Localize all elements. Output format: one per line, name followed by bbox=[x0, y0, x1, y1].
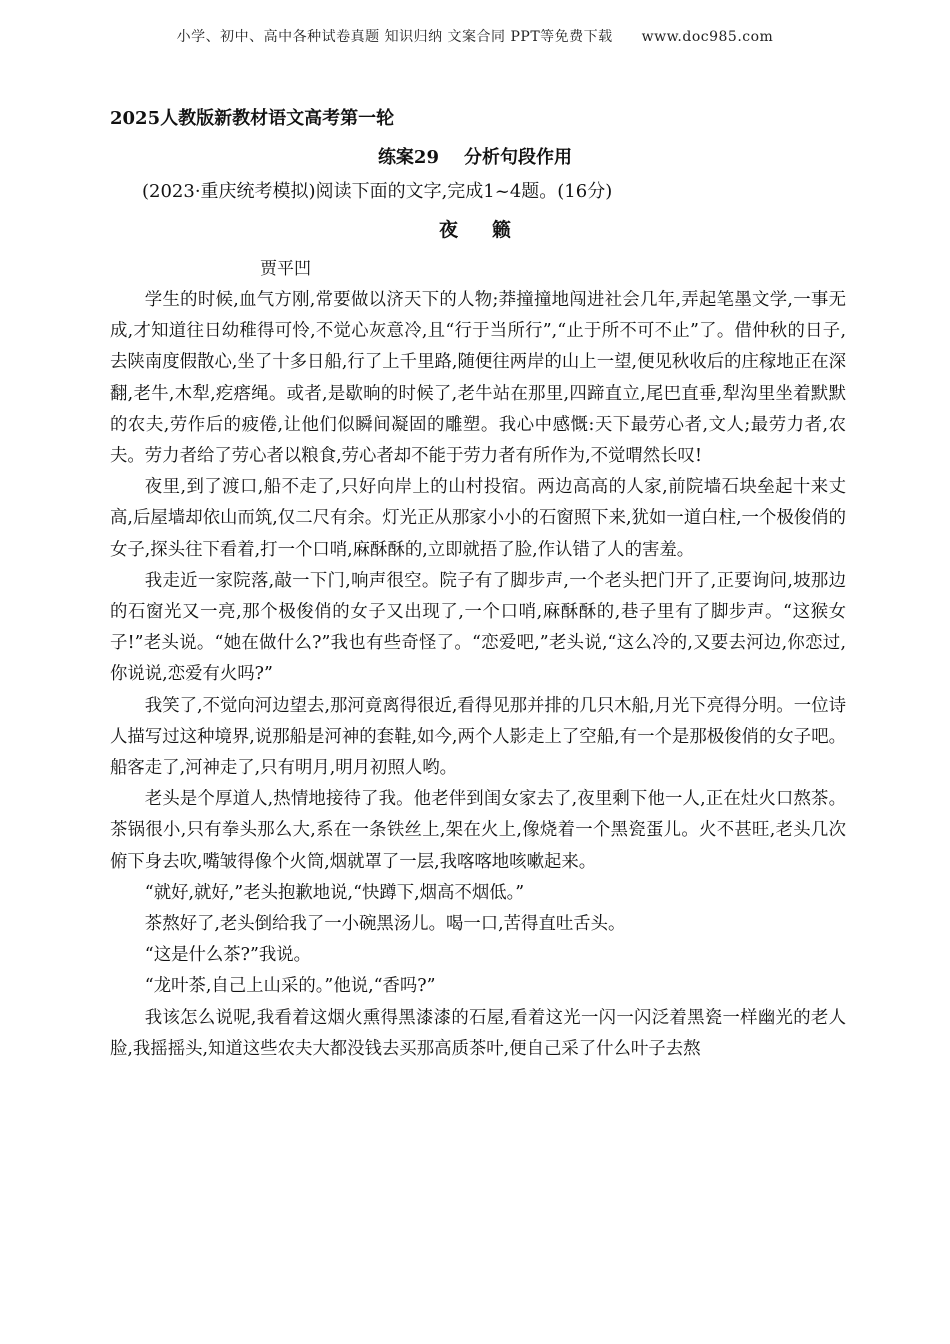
paragraph-1: 学生的时候,血气方刚,常要做以济天下的人物;莽撞撞地闯进社会几年,弄起笔墨文学,一事无成,才知道往日幼稚得可怜,不觉心灰意冷,且“行于当所行”,“止于所不可不止”了。借仲秋的日子,去陕南度假散心,坐了十多日船,行了上千里路,随便往两岸的山上一望,便见秋收后的庄稼地正在深翻,老牛,木犁,疙瘩绳。或者,是歇晌的时候了,老牛站在那里,四蹄直立,尾巴直垂,犁沟里坐着默默的农夫,劳作后的疲倦,让他们似瞬间凝固的雕塑。我心中感慨:天下最劳心者,文人;最劳力者,农夫。劳力者给了劳心者以粮食,劳心者却不能于劳力者有所作为,不觉喟然长叹! bbox=[110, 290, 846, 467]
paragraph-9: “龙叶茶,自己上山采的。”他说,“香吗?” bbox=[144, 976, 436, 997]
question-instructions: (2023·重庆统考模拟)阅读下面的文字,完成1~4题。(16分) bbox=[142, 181, 613, 202]
header-site-link[interactable]: www.doc985.com bbox=[641, 29, 774, 45]
page-header bbox=[0, 26, 950, 46]
paragraph-6: “就好,就好,”老头抱歉地说,“快蹲下,烟高不烟低。” bbox=[144, 882, 525, 903]
header-slogan: 小学、初中、高中各种试卷真题 知识归纳 文案合同 PPT等免费下载 bbox=[176, 29, 613, 45]
paragraph-8: “这是什么茶?”我说。 bbox=[144, 945, 312, 966]
paragraph-7: 茶熬好了,老头倒给我了一小碗黑汤儿。喝一口,苦得直吐舌头。 bbox=[144, 914, 626, 935]
article-body bbox=[110, 285, 846, 1065]
paragraph-2: 夜里,到了渡口,船不走了,只好向岸上的山村投宿。两边高高的人家,前院墙石块垒起十来丈高,后屋墙却依山而筑,仅二尺有余。灯光正从那家小小的石窗照下来,犹如一道白柱,一个极俊俏的女子,探头往下看着,打一个口哨,麻酥酥的,立即就捂了脸,作认错了人的害羞。 bbox=[110, 477, 846, 560]
section-title: 练案29 分析句段作用 bbox=[377, 147, 573, 168]
paragraph-10: 我该怎么说呢,我看着这烟火熏得黑漆漆的石屋,看着这光一闪一闪泛着黑瓷一样幽光的老人脸,我摇摇头,知道这些农夫大都没钱去买那高质茶叶,便自己采了什么叶子去熬 bbox=[110, 1007, 846, 1059]
paragraph-4: 我笑了,不觉向河边望去,那河竟离得很近,看得见那并排的几只木船,月光下亮得分明。一位诗人描写过这种境界,说那船是河神的套鞋,如今,两个人影走上了空船,有一个是那极俊俏的女子吧。船客走了,河神走了,只有明月,明月初照人哟。 bbox=[110, 695, 846, 779]
paragraph-3: 我走近一家院落,敲一下门,响声很空。院子有了脚步声,一个老头把门开了,正要询问,坡那边的石窗光又一亮,那个极俊俏的女子又出现了,一个口哨,麻酥酥的,巷子里有了脚步声。“这猴女子!”老头说。“她在做什么?”我也有些奇怪了。“恋爱吧,”老头说,“这么冷的,又要去河边,你恋过,你说说,恋爱有火吗?” bbox=[110, 570, 846, 685]
article-title: 夜籁 bbox=[438, 219, 545, 241]
document-title: 2025人教版新教材语文高考第一轮 bbox=[110, 108, 395, 129]
paragraph-5: 老头是个厚道人,热情地接待了我。他老伴到闺女家去了,夜里剩下他一人,正在灶火口熬茶。茶锅很小,只有拳头那么大,系在一条铁丝上,架在火上,像烧着一个黑瓷蛋儿。火不甚旺,老头几次俯下身去吹,嘴皱得像个火筒,烟就罩了一层,我喀喀地咳嗽起来。 bbox=[110, 789, 846, 872]
article-author: 贾平凹 bbox=[260, 259, 311, 279]
